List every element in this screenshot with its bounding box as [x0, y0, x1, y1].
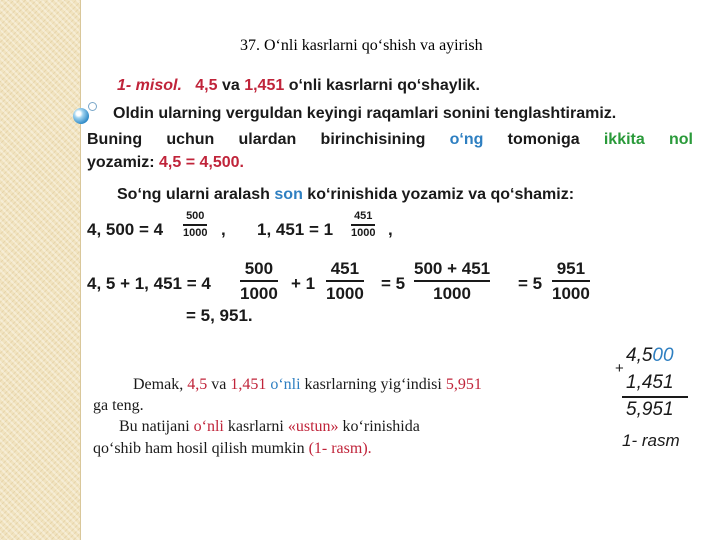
ball-bullet-icon	[73, 108, 89, 124]
ring-bullet-icon	[88, 102, 97, 111]
fraction-bar	[326, 280, 364, 282]
example-va: va	[221, 77, 240, 94]
para2-text-c: ko‘rinishida yozamiz va qo‘shamiz:	[307, 186, 575, 203]
para1-line2	[87, 131, 693, 149]
eq2-plus-1: + 1	[291, 274, 316, 293]
column-first-number	[626, 345, 674, 367]
conclusion-ustun: «ustun»	[287, 418, 339, 435]
figure-caption: 1- rasm	[622, 431, 680, 450]
eq2-denominator-2: 1000	[326, 283, 364, 303]
conclusion-text-1: kasrlarning yig‘indisi	[304, 376, 442, 393]
eq2-numerator-2: 451	[330, 259, 360, 278]
para2-text-a: So‘ng ularni aralash	[117, 186, 270, 203]
eq2-denominator-1: 1000	[240, 283, 278, 303]
column-sum-line	[622, 396, 688, 398]
eq2-equals-1: = 5	[381, 274, 406, 293]
conclusion-va: va	[211, 376, 227, 393]
word-ong: o‘ng	[449, 131, 484, 148]
conclusion-text-4a: qo‘shib ham hosil qilish mumkin	[93, 440, 305, 457]
eq1-lhs1: 4, 500 = 4	[87, 220, 164, 239]
eq1-comma-2: ,	[388, 220, 393, 239]
eq2-fraction-4	[552, 260, 590, 302]
conclusion-line2: ga teng.	[93, 397, 144, 414]
eq1-numerator-2: 451	[354, 210, 373, 222]
eq1-denominator-1: 1000	[183, 226, 208, 239]
example-number-a: 4,5	[195, 77, 218, 94]
fraction-bar	[183, 224, 207, 226]
para1-line1: Oldin ularning verguldan keyingi raqamlari sonini tenglashtiramiz.	[113, 105, 617, 122]
conclusion-onli: o‘nli	[270, 376, 301, 393]
page-title: 37. O‘nli kasrlarni qo‘shish va ayirish	[240, 37, 483, 54]
eq1-comma-1: ,	[221, 220, 226, 239]
conclusion-number-a: 4,5	[187, 376, 208, 393]
word-ulardan: ulardan	[238, 131, 297, 148]
eq2-denominator-3: 1000	[433, 283, 471, 303]
eq2-denominator-4: 1000	[552, 283, 590, 303]
eq2-equals-2: = 5	[518, 274, 543, 293]
conclusion-onli-2: o‘nli	[193, 418, 224, 435]
column-plus-sign: +	[615, 360, 624, 377]
conclusion-text-3c: kasrlarni	[227, 418, 284, 435]
conclusion-text-3a: Bu natijani	[119, 418, 190, 435]
conclusion-line4	[93, 440, 372, 458]
eq2-fraction-1	[240, 260, 278, 302]
eq2-fraction-3	[414, 260, 490, 302]
word-demak: Demak,	[133, 376, 184, 393]
eq2-numerator-1: 500	[244, 259, 274, 278]
word-yozamiz: yozamiz:	[87, 154, 155, 171]
word-son: son	[274, 186, 303, 203]
fraction-bar	[351, 224, 375, 226]
column-first-int: 4,5	[626, 345, 653, 366]
fraction-bar	[240, 280, 278, 282]
sidebar-divider	[80, 0, 81, 540]
example-label: 1- misol.	[117, 77, 182, 94]
conclusion-figure-ref: (1- rasm).	[308, 440, 372, 457]
eq2-numerator-3: 500 + 451	[414, 259, 491, 278]
example-line	[117, 77, 480, 95]
equality-4-5: 4,5 = 4,500.	[159, 154, 244, 171]
word-tomoniga: tomoniga	[507, 131, 580, 148]
decorative-sidebar	[0, 0, 80, 540]
conclusion-line3	[119, 418, 420, 436]
word-ikkita: ikkita	[603, 131, 645, 148]
eq2-fraction-2	[326, 260, 364, 302]
word-nol: nol	[669, 131, 693, 148]
fraction-bar	[552, 280, 590, 282]
para2-line	[117, 186, 574, 204]
conclusion-text-3e: ko‘rinishida	[342, 418, 420, 435]
column-added-zeros: 00	[652, 345, 674, 366]
example-text: o‘nli kasrlarni qo‘shaylik.	[288, 77, 480, 94]
eq1-lhs2: 1, 451 = 1	[257, 220, 334, 239]
eq2-lhs: 4, 5 + 1, 451 = 4	[87, 274, 211, 293]
eq1-numerator-1: 500	[186, 210, 205, 222]
fraction-bar	[414, 280, 490, 282]
example-number-b: 1,451	[244, 77, 285, 94]
conclusion-number-b: 1,451	[230, 376, 267, 393]
eq1-fraction-2	[351, 211, 375, 239]
para1-line3	[87, 154, 244, 172]
conclusion-line1	[133, 376, 482, 394]
column-second-number: 1,451	[626, 372, 674, 393]
eq2-numerator-4: 951	[556, 259, 586, 278]
word-buning: Buning	[87, 131, 143, 148]
word-uchun: uchun	[166, 131, 215, 148]
word-birinchisining: birinchisining	[320, 131, 426, 148]
eq1-fraction-1	[183, 211, 207, 239]
eq2-result: = 5, 951.	[186, 306, 253, 325]
conclusion-sum: 5,951	[445, 376, 482, 393]
column-result: 5,951	[626, 399, 674, 420]
eq1-denominator-2: 1000	[351, 226, 376, 239]
